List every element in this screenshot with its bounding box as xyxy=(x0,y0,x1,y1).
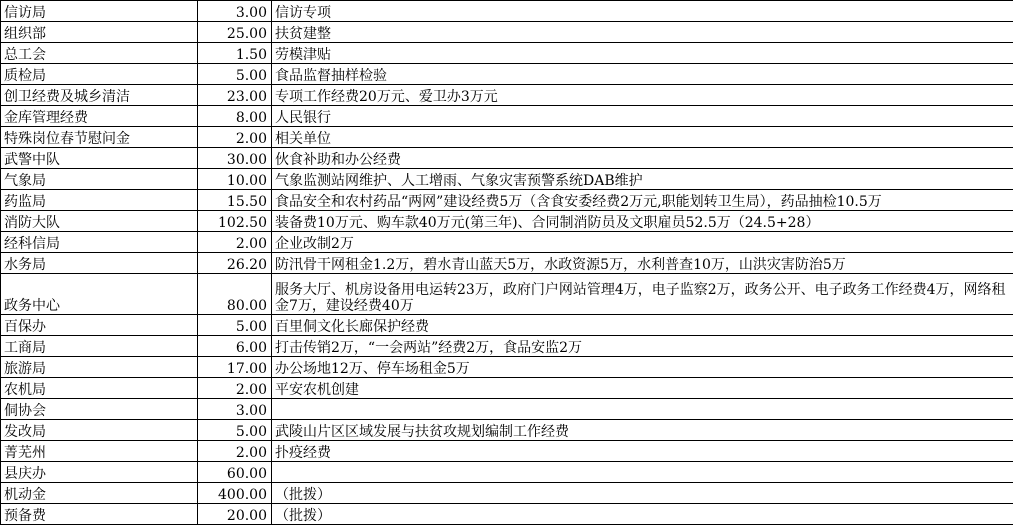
amount-cell: 25.00 xyxy=(198,22,272,43)
note-cell: 信访专项 xyxy=(272,1,1013,22)
table-row xyxy=(1,85,1013,106)
dept-cell: 政务中心 xyxy=(1,274,198,315)
dept-cell: 农机局 xyxy=(1,378,198,399)
amount-cell: 2.00 xyxy=(198,378,272,399)
table-row xyxy=(1,190,1013,211)
table-row xyxy=(1,504,1013,525)
note-cell: 武陵山片区区域发展与扶贫攻规划编制工作经费 xyxy=(272,420,1013,441)
dept-cell: 经科信局 xyxy=(1,232,198,253)
note-cell: 装备费10万元、购车款40万元(第三年)、合同制消防员及文职雇员52.5万（24.5+28） xyxy=(272,211,1013,232)
amount-cell: 400.00 xyxy=(198,483,272,504)
table-row xyxy=(1,64,1013,85)
amount-cell: 10.00 xyxy=(198,169,272,190)
table-row xyxy=(1,232,1013,253)
amount-cell: 102.50 xyxy=(198,211,272,232)
table-row xyxy=(1,169,1013,190)
dept-cell: 预备费 xyxy=(1,504,198,525)
amount-cell: 5.00 xyxy=(198,420,272,441)
table-row xyxy=(1,399,1013,420)
note-cell: 伙食补助和办公经费 xyxy=(272,148,1013,169)
amount-cell: 30.00 xyxy=(198,148,272,169)
amount-cell: 26.20 xyxy=(198,253,272,274)
note-cell: 相关单位 xyxy=(272,127,1013,148)
amount-cell: 3.00 xyxy=(198,1,272,22)
dept-cell: 特殊岗位春节慰问金 xyxy=(1,127,198,148)
note-cell: 打击传销2万，“一会两站”经费2万，食品安监2万 xyxy=(272,336,1013,357)
note-cell xyxy=(272,462,1013,483)
note-cell: 平安农机创建 xyxy=(272,378,1013,399)
dept-cell: 金库管理经费 xyxy=(1,106,198,127)
amount-cell: 2.00 xyxy=(198,232,272,253)
table-row xyxy=(1,22,1013,43)
table-row xyxy=(1,148,1013,169)
note-cell: 食品监督抽样检验 xyxy=(272,64,1013,85)
table-row xyxy=(1,127,1013,148)
note-cell: （批拨） xyxy=(272,483,1013,504)
table-row xyxy=(1,1,1013,22)
dept-cell: 信访局 xyxy=(1,1,198,22)
amount-cell: 80.00 xyxy=(198,274,272,315)
amount-cell: 2.00 xyxy=(198,441,272,462)
table-row xyxy=(1,106,1013,127)
dept-cell: 药监局 xyxy=(1,190,198,211)
amount-cell: 17.00 xyxy=(198,357,272,378)
amount-cell: 3.00 xyxy=(198,399,272,420)
note-cell: 劳模津贴 xyxy=(272,43,1013,64)
table-row xyxy=(1,43,1013,64)
table-row xyxy=(1,378,1013,399)
amount-cell: 60.00 xyxy=(198,462,272,483)
table-row xyxy=(1,420,1013,441)
note-cell: 扑疫经费 xyxy=(272,441,1013,462)
dept-cell: 工商局 xyxy=(1,336,198,357)
table-row xyxy=(1,253,1013,274)
dept-cell: 旅游局 xyxy=(1,357,198,378)
amount-cell: 1.50 xyxy=(198,43,272,64)
note-cell: 专项工作经费20万元、爱卫办3万元 xyxy=(272,85,1013,106)
table-row xyxy=(1,483,1013,504)
dept-cell: 创卫经费及城乡清洁 xyxy=(1,85,198,106)
note-cell: 人民银行 xyxy=(272,106,1013,127)
note-cell: 气象监测站网维护、人工增雨、气象灾害预警系统DAB维护 xyxy=(272,169,1013,190)
amount-cell: 5.00 xyxy=(198,64,272,85)
dept-cell: 组织部 xyxy=(1,22,198,43)
note-cell: 扶贫建整 xyxy=(272,22,1013,43)
amount-cell: 6.00 xyxy=(198,336,272,357)
dept-cell: 机动金 xyxy=(1,483,198,504)
dept-cell: 武警中队 xyxy=(1,148,198,169)
note-cell: 服务大厅、机房设备用电运转23万，政府门户网站管理4万，电子监察2万，政务公开、电子政务工作经费4万，网络租金7万，建设经费40万 xyxy=(272,274,1013,315)
dept-cell: 百保办 xyxy=(1,315,198,336)
amount-cell: 2.00 xyxy=(198,127,272,148)
dept-cell: 质检局 xyxy=(1,64,198,85)
dept-cell: 消防大队 xyxy=(1,211,198,232)
dept-cell: 水务局 xyxy=(1,253,198,274)
budget-table-body xyxy=(1,1,1013,525)
note-cell: 食品安全和农村药品“两网”建设经费5万（含食安委经费2万元,职能划转卫生局），药品抽检10.5万 xyxy=(272,190,1013,211)
table-row xyxy=(1,462,1013,483)
table-row xyxy=(1,211,1013,232)
table-row xyxy=(1,441,1013,462)
note-cell xyxy=(272,399,1013,420)
note-cell: 企业改制2万 xyxy=(272,232,1013,253)
dept-cell: 菁芜州 xyxy=(1,441,198,462)
note-cell: 办公场地12万、停车场租金5万 xyxy=(272,357,1013,378)
amount-cell: 15.50 xyxy=(198,190,272,211)
table-row xyxy=(1,336,1013,357)
dept-cell: 气象局 xyxy=(1,169,198,190)
amount-cell: 8.00 xyxy=(198,106,272,127)
note-cell: （批拨） xyxy=(272,504,1013,525)
dept-cell: 总工会 xyxy=(1,43,198,64)
amount-cell: 20.00 xyxy=(198,504,272,525)
table-row xyxy=(1,274,1013,315)
note-cell: 百里侗文化长廊保护经费 xyxy=(272,315,1013,336)
table-row xyxy=(1,357,1013,378)
amount-cell: 23.00 xyxy=(198,85,272,106)
table-row xyxy=(1,315,1013,336)
dept-cell: 发改局 xyxy=(1,420,198,441)
amount-cell: 5.00 xyxy=(198,315,272,336)
dept-cell: 县庆办 xyxy=(1,462,198,483)
note-cell: 防汛骨干网租金1.2万，碧水青山蓝天5万，水政资源5万，水利普查10万，山洪灾害防治5万 xyxy=(272,253,1013,274)
dept-cell: 侗协会 xyxy=(1,399,198,420)
